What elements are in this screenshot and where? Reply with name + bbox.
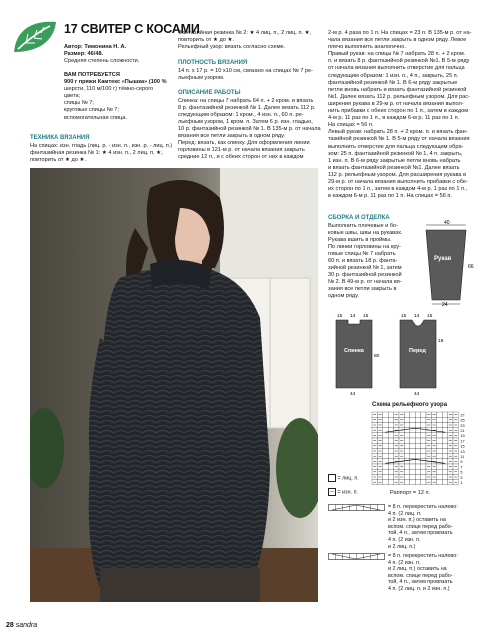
description-line: 10 р. фантазийной резинкой № 1. В 135-м р. от начала [178,125,321,132]
chart-cell [442,412,447,417]
chart-row-number: 19 [460,434,465,439]
text-line: Рельефный узор: вязать согласно схеме. [178,44,286,51]
technique-line: фантазийная резинка № 1: ★ 4 изн. п., 2 лиц. п. ★, [30,149,163,156]
chart-cell [383,448,388,453]
description-line: следующим образом: 1 кром., 4 изн. п., 60 п. ре- [178,111,304,118]
legend-text: 4 п. (2 изн. п. [388,536,421,543]
chart-row-number: 3 [460,475,463,480]
chart-cell [415,422,420,427]
chart-cell [383,443,388,448]
chart-cell [442,480,447,485]
chart-cell [442,448,447,453]
chart-cell [410,412,415,417]
text-line: повторить от ★ до ★. [178,37,235,44]
chart-cell [404,438,409,443]
chart-cell [410,422,415,427]
chart-cell [410,474,415,479]
chart-cell [410,464,415,469]
text-line: петли вновь набрать и вязать фантазийной резинкой [328,86,467,93]
chart-cell [442,474,447,479]
middle-top-block [178,30,328,51]
chart-cell [388,422,393,427]
chart-cell [421,428,426,433]
chart-cell [415,480,420,485]
description-heading: ОПИСАНИЕ РАБОТЫ [178,90,241,96]
technique-heading: ТЕХНИКА ВЯЗАНИЯ [30,135,90,141]
assembly-block [328,215,418,301]
cable-right-icon [328,553,386,561]
pattern-title: СВИТЕР С КОСАМИ [80,22,200,36]
chart-cell [415,454,420,459]
cable-left-icon [328,504,386,512]
page-number: 28 [6,622,14,629]
sleeve-bottom-label: 24 [442,302,448,306]
chart-cell [410,448,415,453]
chart-cell [388,417,393,422]
sleeve-top-label: 40 [444,220,450,226]
chart-cell [442,454,447,459]
front-bottom: 44 [414,392,420,396]
technique-block [30,135,180,164]
chart-cell [404,417,409,422]
front-top-right: 15 [427,314,433,319]
chart-cell [437,474,442,479]
legend-text: и 2 изн. п.) оставить на [388,517,446,524]
pattern-number: 17 [64,22,78,36]
chart-cell [415,469,420,474]
text-line: Левый рукав: набрать 28 п. + 2 кром. п. и вязать фан- [328,129,468,136]
technique-line: На спицах: изн. гладь (лиц. р. - изн. п., изн. р. - лиц. п.) [30,142,173,149]
legend-text: вспом. спице перед рабо- [388,572,453,579]
text-line: фантазийной резинкой № 1. В 6-м ряду закрытые [328,79,458,86]
chart-cell [437,443,442,448]
text-line: 1 изн. п. В 6-м ряду закрытые петли вновь набрать [328,157,461,164]
text-line: плечо выполнить аналогично. [328,44,406,51]
chart-cell [437,438,442,443]
text-line: от начала вязания выполнить отверстие для пальца [328,65,465,72]
text-line: 29-м р. от начала вязания выполнить прибавки с обе- [328,178,468,185]
chart-cell [437,454,442,459]
chart-cell [383,464,388,469]
chart-cell [410,454,415,459]
chart-row-number: 7 [460,465,463,470]
technique-line: повторить от ★ до ★. [30,156,87,163]
chart-row-number: 11 [460,455,465,459]
text-line: чала вязания все петли закрыть в одном ряду. Левое [328,37,467,44]
chart-cell [404,443,409,448]
chart-row-number: 9 [460,460,463,465]
chart-cell [421,480,426,485]
chart-row-number: 27 [460,413,465,418]
chart-cell [388,412,393,417]
chart-cell [421,464,426,469]
chart-cell [421,469,426,474]
chart-cell [410,443,415,448]
text-line: Выполнить плечевые и бо- [328,222,399,229]
legend-text: 4 п. (2 лиц. п. и 2 изн. п.) [388,585,450,592]
chart-cell [415,433,420,438]
legend-text: той, 4 п., затем провязать [388,579,453,586]
legend-text: той, 4 п., затем провязать [388,530,453,537]
materials-line: цвета; [64,93,81,100]
text-line: говые спицы № 7 набрать [328,250,396,257]
chart-cell [410,438,415,443]
chart-cell [410,417,415,422]
chart-cell [404,480,409,485]
back-top-right: 15 [363,314,369,319]
assembly-heading: СБОРКА И ОТДЕЛКА [328,215,390,221]
legend-text: вспом. спице перед рабо- [388,523,453,530]
back-bottom: 44 [350,392,356,396]
chart-row-number: 25 [460,418,465,423]
text-line: ширения рукава в 29-м р. от начала вязания выпол- [328,100,464,107]
chart-cell [415,448,420,453]
chart-cell [410,480,415,485]
chart-cell [388,438,393,443]
front-top-mid: 14 [414,314,420,319]
chart-cell [421,433,426,438]
leaf-icon [10,18,60,56]
chart-cell [388,454,393,459]
chart-cell [415,438,420,443]
chart-cell [388,474,393,479]
chart-cell [388,448,393,453]
chart-cell [404,433,409,438]
chart-cell [421,443,426,448]
chart-grid [372,412,458,485]
rapport-label: Раппорт = 12 п. [390,490,431,496]
chart-cell [404,459,409,464]
chart-cell [415,412,420,417]
chart-cell [421,412,426,417]
chart-cell [437,469,442,474]
legend-text: и 2 лиц. п.) оставить на [388,566,447,573]
chart-row-number: 13 [460,449,465,454]
chart-cell [437,480,442,485]
materials-block [64,72,172,122]
back-top-mid: 14 [350,314,356,319]
chart-cell [404,448,409,453]
chart-cell [388,480,393,485]
chart-row-number: 1 [460,481,463,485]
chart-cell [410,469,415,474]
materials-line: круговые спицы № 7; [64,107,119,114]
chart-cell [383,433,388,438]
chart-cell [437,417,442,422]
text-line: 4-м р. 11 раз по 1 п., в каждом 6-м р. 11 раз по 1 п. [328,115,460,122]
text-line: 60 п. и вязать 18 р. фанта- [328,257,398,264]
chart-cell [383,412,388,417]
description-line: 8 р. фантазийной резинкой № 1. Далее вязать 112 р. [178,104,316,111]
chart-cell [404,422,409,427]
chart-row-number: 15 [460,444,465,449]
page-footer [6,622,37,629]
materials-line: спицы № 7; [64,100,94,107]
chart-row-number: 21 [460,429,465,433]
chart-cell [421,454,426,459]
chart-cell [404,428,409,433]
right-text-block [328,30,474,200]
chart-cell [421,448,426,453]
size-line: Размер: 46/48. [64,51,104,58]
text-line: 2-м р. 4 раза по 1 п. На спицах = 23 п. В 135-м р. от на- [328,30,472,36]
text-line: зийной резинкой № 1, затем [328,265,402,272]
chart-cell [437,412,442,417]
density-line: льефным узором. [178,74,225,81]
description-block [178,90,328,161]
side-height: 80 [374,354,380,359]
chart-cell [404,464,409,469]
chart-cell [437,433,442,438]
front-label: Перед [409,348,426,354]
knit-symbol-icon [328,474,336,482]
chart-cell [383,480,388,485]
chart-cell [437,464,442,469]
chart-cell [437,448,442,453]
sleeve-side-label: 66 [468,264,474,270]
chart-cell [388,443,393,448]
text-line: На спицах = 56 п. [328,122,374,129]
shoulder-height: 19 [438,339,444,344]
text-line: в каждом 6-м р. 11 раз по 1 п. На спицах = 56 п. [328,193,452,200]
materials-line: шерсти, 110 м/100 г) тёмно-серого [64,86,154,93]
chart-cell [383,438,388,443]
materials-line: 900 г пряжи Камтекс «Пышка» (100 % [64,79,167,86]
legend-text: = 8 п. перекрестить налево: [388,553,458,559]
description-line: Перед: вязать, как спинку. Для оформления линии [178,140,310,147]
stitch-chart [370,410,476,490]
chart-cell [415,443,420,448]
description-line: вязания все петли закрыть в одном ряду. [178,132,285,139]
purl-symbol-icon: – [328,488,336,496]
brand-name: sandra [15,622,38,629]
description-line: горловины в 121-м р. от начала вязания закрыть [178,147,305,154]
chart-cell [383,417,388,422]
chart-cell [404,474,409,479]
chart-cell [442,417,447,422]
sleeve-diagram [418,220,478,306]
text-line: зом: 25 п. фантазийной резинкой № 1, 4 п. закрыть, [328,150,463,157]
text-line: выполнить отверстие для пальца следующим обра- [328,143,464,150]
author-line: Автор: Тимонина Н. А. [64,44,127,50]
description-line: Спинка: на спицы 7 набрать 64 п. + 2 кром. и вязать [178,97,314,104]
density-heading: ПЛОТНОСТЬ ВЯЗАНИЯ [178,60,248,66]
chart-cell [404,412,409,417]
chart-cell [388,433,393,438]
legend-purl [328,488,358,496]
text-line: их сторон по 1 п., затем в каждом 4-м р. 1 раз по 1 п., [328,186,468,193]
chart-cell [421,417,426,422]
purl-label: = изн. п. [337,489,359,496]
legend-text: 4 п. (2 изн. п. [388,559,421,566]
chart-title: Схема рельефного узора [372,402,448,408]
text-line: одном ряду. [328,293,359,300]
chart-cell [421,438,426,443]
back-label: Спинка [344,348,364,354]
chart-cell [437,422,442,427]
text-line: и вязать фантазийной резинкой №1. Далее вязать [328,164,460,171]
text-line: п. и вязать 8 р. фантазийной резинкой №1. В 5-м ряду [328,58,470,65]
text-line: Правый рукав: на спицы № 7 набрать 28 п. + 2 кром. [328,51,466,58]
front-diagram [392,312,452,396]
text-line: нить прибавки с обеих сторон по 1 п., затем в каждом [328,108,469,115]
back-diagram [328,312,388,396]
text-line: тазийной резинкой № 1. В 5-м ряду от начала вязания [328,136,470,143]
front-top-left: 15 [401,314,407,319]
chart-cell [421,474,426,479]
description-line: средние 12 п., и с обеих сторон от них в каждом [178,154,304,161]
chart-cell [442,438,447,443]
difficulty-line: Средняя степень сложности. [64,58,140,65]
text-line: зания все петли закрыть в [328,286,397,293]
density-line: 14 п. х 17 р. = 10 х10 см, связано на спицах № 7 ре- [178,67,314,74]
text-line: ковые швы, швы на рукавах. [328,229,403,236]
chart-cell [415,417,420,422]
chart-cell [415,474,420,479]
chart-cell [442,433,447,438]
chart-cell [383,454,388,459]
model-photo [30,168,318,602]
materials-heading: ВАМ ПОТРЕБУЕТСЯ [64,72,120,78]
back-top-left: 15 [337,314,343,319]
text-line: следующим образом: 1 изн. п., 4 п., закрыть, 25 п. [328,72,459,79]
description-line: льефным узором, 1 кром. п. Затем 6 р. изн. гладью, [178,118,313,125]
legend-text: 4 п. (2 лиц. п. [388,510,422,517]
chart-cell [442,443,447,448]
text-line: Рукава вшить в проймы. [328,236,392,243]
legend-text: и 2 лиц. п.) [388,543,416,550]
text-line: По линии горловины на кру- [328,243,402,250]
legend-knit [328,474,359,482]
knit-label: = лиц. п. [337,475,359,482]
chart-cell [421,422,426,427]
chart-cell [404,454,409,459]
text-line: № 2. В 49-м р. от начала вя- [328,279,402,286]
sleeve-label: Рукав [434,256,452,262]
chart-cell [421,459,426,464]
text-line: 112 р. рельефным узором. Для расширения рукава в [328,171,467,178]
chart-cell [442,464,447,469]
text-line: Фантазийная резинка № 2: ★ 4 лиц. п., 2 лиц. п. ★, [178,30,312,36]
intro-block [64,44,168,65]
chart-cell [383,422,388,427]
materials-line: вспомогательная спица. [64,114,127,121]
chart-cell [404,469,409,474]
chart-cell [415,464,420,469]
chart-row-number: 23 [460,423,465,428]
chart-cell [383,469,388,474]
chart-cell [442,469,447,474]
chart-cell [410,433,415,438]
legend-text: = 8 п. перекрестить налево: [388,504,458,510]
text-line: 30 р. фантазийной резинкой [328,272,402,279]
chart-cell [383,474,388,479]
chart-cell [388,469,393,474]
chart-row-number: 5 [460,470,463,475]
chart-cell [388,464,393,469]
density-block [178,60,328,82]
chart-cell [442,422,447,427]
text-line: №1. Далее вязать 112 р. рельефным узором. Для рас- [328,93,470,100]
chart-row-number: 17 [460,439,465,444]
